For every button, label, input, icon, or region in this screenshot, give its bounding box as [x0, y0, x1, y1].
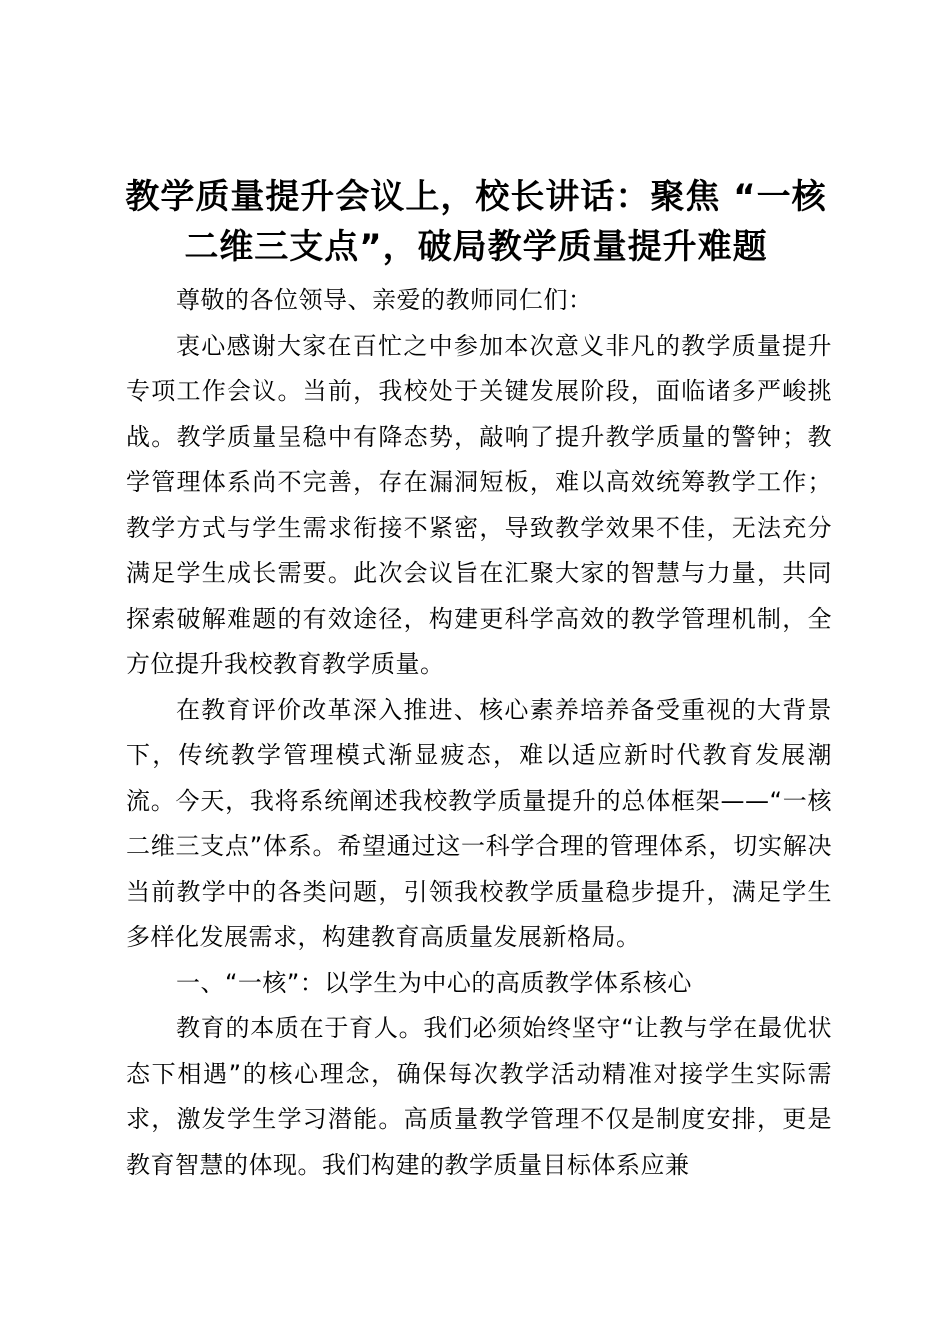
section-heading-1: 一、“一核”：以学生为中心的高质教学体系核心 [176, 968, 692, 997]
body-paragraph-2: 在教育评价改革深入推进、核心素养培养备受重视的大背景下，传统教学管理模式渐显疲态，难以适应新时代教育发展潮流。今天，我将系统阐述我校教学质量提升的总体框架——“一核二维三支点”体系。希望通过这一科学合理的管理体系，切实解决当前教学中的各类问题，引领我校教学质量稳步提升，满足学生多样化发展需求，构建教育高质量发展新格局。 [126, 695, 832, 951]
body-paragraph-1: 衷心感谢大家在百忙之中参加本次意义非凡的教学质量提升专项工作会议。当前，我校处于关键发展阶段，面临诸多严峻挑战。教学质量呈稳中有降态势，敲响了提升教学质量的警钟；教学管理体系尚不完善，存在漏洞短板，难以高效统筹教学工作；教学方式与学生需求衔接不紧密，导致教学效果不佳，无法充分满足学生成长需要。此次会议旨在汇聚大家的智慧与力量，共同探索破解难题的有效途径，构建更科学高效的教学管理机制，全方位提升我校教育教学质量。 [126, 331, 832, 678]
document-title: 教学质量提升会议上，校长讲话：聚焦 “一核二维三支点”，破局教学质量提升难题 [125, 177, 827, 267]
section-1-paragraph: 教育的本质在于育人。我们必须始终坚守“让教与学在最优状态下相遇”的核心理念，确保每次教学活动精准对接学生实际需求，激发学生学习潜能。高质量教学管理不仅是制度安排，更是教育智慧的体现。我们构建的教学质量目标体系应兼 [126, 1014, 832, 1179]
document-body [126, 278, 832, 1188]
greeting-line: 尊敬的各位领导、亲爱的教师同仁们： [176, 286, 593, 314]
